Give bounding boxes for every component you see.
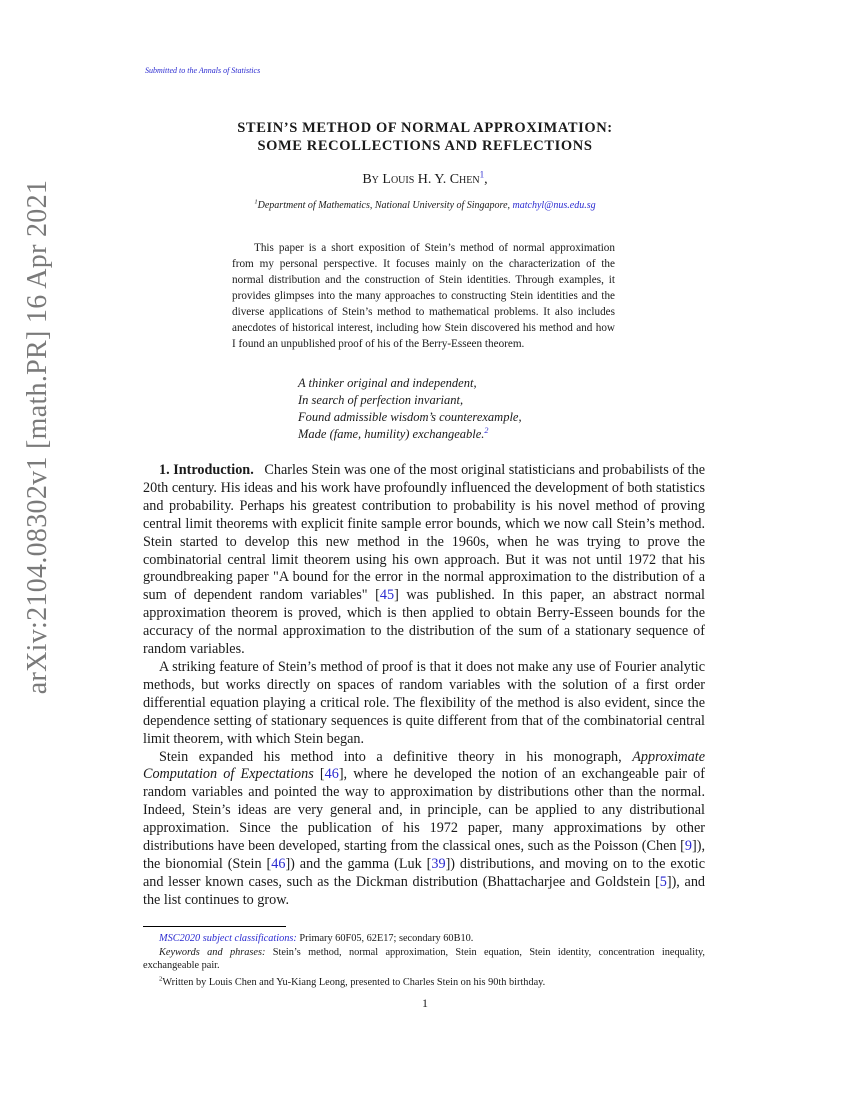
page-number: 1 [422,996,428,1010]
poem-line: Made (fame, humility) exchangeable. [298,427,485,441]
footnote-keywords [143,946,705,972]
intro-paragraph-1 [143,462,705,659]
citation-link[interactable]: 46 [324,766,339,783]
text-span: ]), the bionomial (Stein [ [143,838,705,872]
author-affil-mark[interactable]: 1 [479,169,485,180]
paper-title-line1: STEIN’S METHOD OF NORMAL APPROXIMATION: [237,120,613,136]
text-span: Stein expanded his method into a definitive theory in his monograph, [159,748,633,765]
poem-line: In search of perfection invariant, [298,393,464,407]
text-span: ]) distributions, and moving on to the exotic and lesser known cases, such as the Dickman distribution (Bhattacharjee and Goldstein [ [143,855,706,890]
footnote-divider [143,926,286,927]
author-name: Louis H. Y. Chen [382,172,480,187]
footnote-2 [143,976,705,989]
keywords-text: Stein’s method, normal approximation, Stein equation, Stein identity, concentration inequality, exchangeable pair. [143,947,706,971]
citation-link[interactable]: 9 [684,838,692,855]
poem-footnote-mark[interactable]: 2 [484,425,489,435]
text-span: ] was published. In this paper, an abstract normal approximation theorem is proved, which is then applied to obtain Berry-Esseen bounds for the accuracy of the normal approximation to the distribution of the sum of a stationary sequence of random variables. [143,587,705,658]
footnote-2-mark: 2 [159,975,163,983]
text-span: ]) and the gamma (Luk [ [285,855,432,872]
intro-paragraph-2: A striking feature of Stein’s method of proof is that it does not make any use of Fourier analytic methods, but works directly on spaces of random variables with the solution of a first order differential equation playing a critical role. The flexibility of the method is also evident, since the dependence setting of stationary sequences is quite different from that of the combinatorial central limit theorem, with which Stein began. [143,658,705,747]
msc-link[interactable]: MSC2020 subject classifications: [159,933,297,944]
footnote-2-text: Written by Louis Chen and Yu-Kiang Leong, presented to Charles Stein on his 90th birthday. [162,977,546,988]
abstract: This paper is a short exposition of Stein’s method of normal approximation from my personal perspective. It focuses mainly on the characterization of the normal distribution and the construction of Stein identities. Through examples, it provides glimpses into the many approaches to constructing Stein identities and the diverse applications of Stein’s method to mathematical problems. It also includes anecdotes of historical interest, including how Stein discovered his method and how I found an unpublished proof of his of the Berry-Esseen theorem. [232,242,615,350]
section-heading: 1. Introduction. [159,462,254,478]
paper-title-line2: SOME RECOLLECTIONS AND REFLECTIONS [257,138,593,154]
introduction-section [143,462,705,910]
text-span: ], where he developed the notion of an exchangeable pair of random variables and pointed the way to approximation by distributions other than the normal. Indeed, Stein’s ideas are very general and, in principle, can be applied to any distributional approximation. Since the publication of his 1972 paper, many approximations by other distributions have been developed, starting from the classical ones, such as the Poisson (Chen [ [143,766,705,855]
citation-link[interactable]: 5 [659,873,667,890]
affiliation [150,200,700,211]
msc-text: Primary 60F05, 62E17; secondary 60B10. [296,933,474,944]
affil-dept: Department of Mathematics, National University of Singapore, [257,200,513,211]
text-span: Charles Stein was one of the most original statisticians and probabilists of the 20th century. His ideas and his work have profoundly influenced the development of both statistics and probability. Perhaps his greatest contribution to probability is his novel method of proving central limit theorems with explicit finite sample error bounds, which we now call Stein’s method. Stein started to develop this new method in the 1960s, when he was trying to prove the combinatorial central limit theorem using his own approach. But it was not until 1972 that his groundbreaking paper "A bound for the error in the normal approximation to the distribution of a sum of dependent random variables" [ [143,462,706,604]
author-byline [150,169,700,188]
text-span: [ [313,766,325,783]
byline-comma: , [484,172,488,187]
citation-link[interactable]: 39 [431,855,446,872]
intro-paragraph-3 [143,749,705,910]
author-email-link[interactable]: matchyl@nus.edu.sg [512,200,596,211]
byline-by: By [362,172,383,187]
footnote-msc [143,932,705,945]
poem-line: A thinker original and independent, [298,376,477,390]
epigraph-poem [298,375,522,443]
citation-link[interactable]: 45 [379,587,395,604]
keywords-label: Keywords and phrases: [159,947,266,958]
arxiv-identifier: arXiv:2104.08302v1 [math.PR] 16 Apr 2021 [22,179,53,695]
poem-line-last [298,426,522,443]
text-span: ]), and the list continues to grow. [143,873,706,908]
poem-line: Found admissible wisdom’s counterexample, [298,410,522,424]
citation-link[interactable]: 46 [271,855,286,872]
journal-header[interactable]: Submitted to the Annals of Statistics [145,66,261,75]
affil-mark: 1 [254,198,258,206]
book-title: Approximate Computation of Expectations [143,748,705,783]
